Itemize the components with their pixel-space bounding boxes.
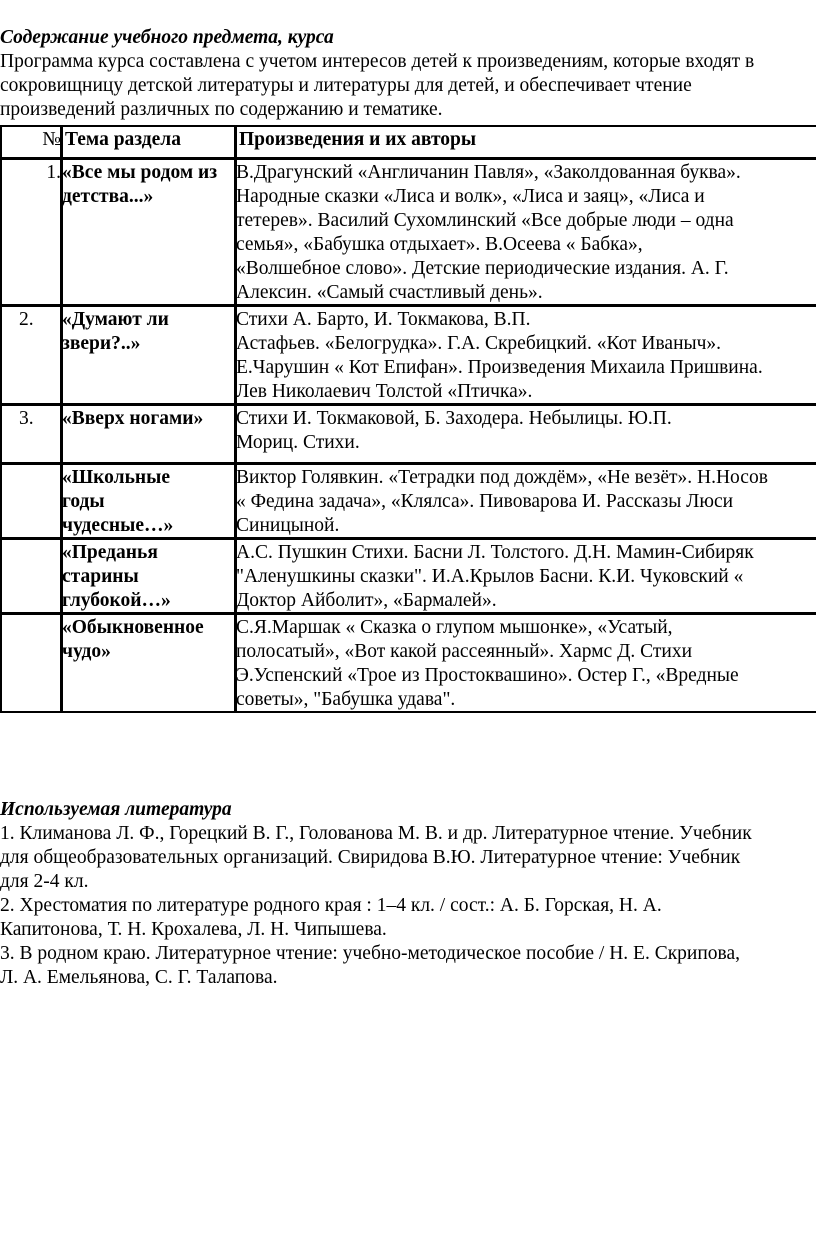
curriculum-table — [0, 125, 816, 713]
topic-line: звери?..» — [62, 333, 141, 354]
works-line: Виктор Голявкин. «Тетрадки под дождём», «Не везёт». Н.Носов — [236, 467, 768, 488]
works-line: советы», "Бабушка удава". — [236, 689, 456, 710]
works-line: А.С. Пушкин Стихи. Басни Л. Толстого. Д.Н. Мамин-Сибиряк — [236, 542, 754, 563]
topic-line: «Все мы родом из — [62, 162, 218, 183]
header-works: Произведения и их авторы — [236, 126, 816, 159]
intro-line: произведений различных по содержанию и тематике. — [0, 99, 443, 120]
literature-line: 1. Климанова Л. Ф., Горецкий В. Г., Голованова М. В. и др. Литературное чтение. Учебник — [0, 823, 752, 844]
topic-line: «Обыкновенное — [62, 617, 204, 638]
row-number: 1. — [1, 159, 62, 306]
table-row — [1, 159, 816, 306]
literature-line: 3. В родном краю. Литературное чтение: учебно-методическое пособие / Н. Е. Скрипова, — [0, 943, 741, 964]
row-number: 3. — [1, 405, 62, 464]
literature-line: Л. А. Емельянова, С. Г. Талапова. — [0, 967, 278, 988]
topic-line: старины — [62, 566, 139, 587]
works-line: "Аленушкины сказки". И.А.Крылов Басни. К.И. Чуковский « — [236, 566, 744, 587]
topic-line: «Думают ли — [62, 309, 169, 330]
row-works — [236, 405, 816, 464]
intro-line: сокровищницу детской литературы и литературы для детей, и обеспечивает чтение — [0, 75, 692, 96]
table-row — [1, 614, 816, 713]
works-line: « Федина задача», «Клялса». Пивоварова И. Рассказы Люси — [236, 491, 734, 512]
works-line: Синицыной. — [236, 515, 340, 536]
table-header-row — [1, 126, 816, 159]
works-line: «Волшебное слово». Детские периодические издания. А. Г. — [236, 258, 729, 279]
literature-line: 2. Хрестоматия по литературе родного края : 1–4 кл. / сост.: А. Б. Горская, Н. А. — [0, 895, 662, 916]
row-works — [236, 159, 816, 306]
works-line: Астафьев. «Белогрудка». Г.А. Скребицкий. «Кот Иваныч». — [236, 333, 722, 354]
table-row — [1, 464, 816, 539]
topic-line: чудесные…» — [62, 515, 174, 536]
row-works — [236, 614, 816, 713]
row-topic — [62, 306, 236, 405]
row-topic — [62, 539, 236, 614]
row-number — [1, 614, 62, 713]
section-heading: Содержание учебного предмета, курса — [0, 27, 334, 48]
works-line: С.Я.Маршак « Сказка о глупом мышонке», «Усатый, — [236, 617, 673, 638]
literature-line: Капитонова, Т. Н. Крохалева, Л. Н. Чипышева. — [0, 919, 387, 940]
topic-line: чудо» — [62, 641, 111, 662]
works-line: полосатый», «Вот какой рассеянный». Хармс Д. Стихи — [236, 641, 693, 662]
topic-line: «Преданья — [62, 542, 158, 563]
works-line: Мориц. Стихи. — [236, 432, 360, 453]
works-line: семья», «Бабушка отдыхает». В.Осеева « Бабка», — [236, 234, 643, 255]
intro-line: Программа курса составлена с учетом интересов детей к произведениям, которые входят в — [0, 51, 755, 72]
row-topic — [62, 405, 236, 464]
topic-line: годы — [62, 491, 105, 512]
topic-line: «Школьные — [62, 467, 171, 488]
intro-paragraph — [0, 50, 816, 122]
row-works — [236, 539, 816, 614]
table-row — [1, 405, 816, 464]
works-line: Стихи И. Токмаковой, Б. Заходера. Небылицы. Ю.П. — [236, 408, 672, 429]
works-line: Доктор Айболит», «Бармалей». — [236, 590, 497, 611]
works-line: Э.Успенский «Трое из Простоквашино». Остер Г., «Вредные — [236, 665, 739, 686]
header-topic: Тема раздела — [62, 126, 236, 159]
works-line: Стихи А. Барто, И. Токмакова, В.П. — [236, 309, 531, 330]
works-line: Алексин. «Самый счастливый день». — [236, 282, 543, 303]
literature-line: для общеобразовательных организаций. Свиридова В.Ю. Литературное чтение: Учебник — [0, 847, 741, 868]
works-line: Народные сказки «Лиса и волк», «Лиса и заяц», «Лиса и — [236, 186, 705, 207]
works-line: тетерев». Василий Сухомлинский «Все добрые люди – одна — [236, 210, 734, 231]
row-topic — [62, 464, 236, 539]
literature-line: для 2-4 кл. — [0, 871, 89, 892]
table-row — [1, 306, 816, 405]
header-number: № — [1, 126, 62, 159]
literature-heading: Используемая литература — [0, 799, 232, 820]
row-topic — [62, 614, 236, 713]
row-number — [1, 464, 62, 539]
table-row — [1, 539, 816, 614]
topic-line: глубокой…» — [62, 590, 171, 611]
literature-list — [0, 822, 816, 990]
works-line: В.Драгунский «Англичанин Павля», «Заколдованная буква». — [236, 162, 741, 183]
topic-line: «Вверх ногами» — [62, 408, 204, 429]
row-topic — [62, 159, 236, 306]
row-number — [1, 539, 62, 614]
topic-line: детства...» — [62, 186, 154, 207]
works-line: Е.Чарушин « Кот Епифан». Произведения Михаила Пришвина. — [236, 357, 763, 378]
row-works — [236, 464, 816, 539]
row-number: 2. — [1, 306, 62, 405]
row-works — [236, 306, 816, 405]
works-line: Лев Николаевич Толстой «Птичка». — [236, 381, 533, 402]
